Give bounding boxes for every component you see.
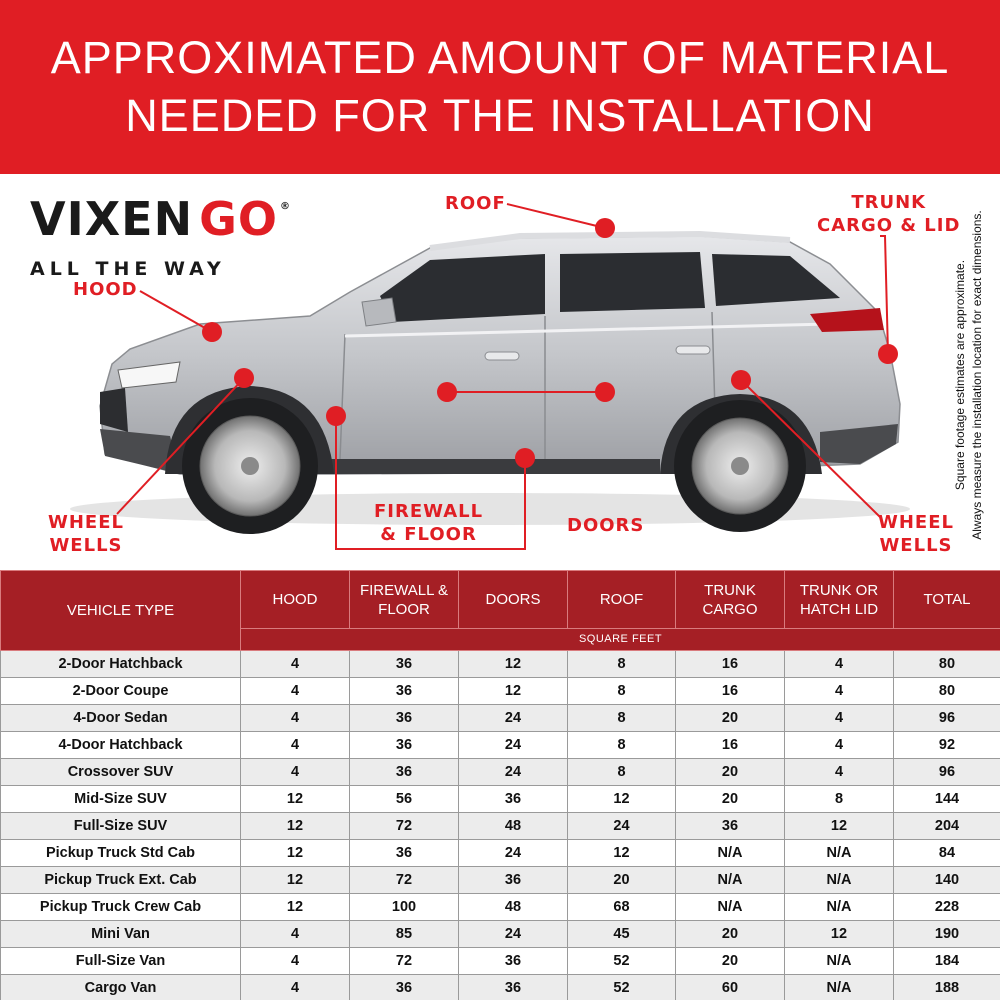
cell-roof: 12 bbox=[568, 840, 676, 867]
cell-vehicle-type: 4-Door Sedan bbox=[1, 705, 241, 732]
cell-vehicle-type: Mini Van bbox=[1, 921, 241, 948]
callout-trunk-line-1: TRUNK bbox=[851, 192, 927, 213]
disclaimer-line-1: Square footage estimates are approximate. bbox=[953, 259, 967, 491]
cell-roof: 52 bbox=[568, 948, 676, 975]
cell-total: 188 bbox=[894, 975, 1000, 1000]
logo-word: VIXEN bbox=[30, 192, 194, 246]
disclaimer-note bbox=[952, 186, 992, 564]
doors-dot-front bbox=[437, 382, 457, 402]
header-hood: HOOD bbox=[241, 571, 350, 629]
cell-trunk-hatch-lid: 4 bbox=[785, 732, 894, 759]
cell-roof: 45 bbox=[568, 921, 676, 948]
vixen-go-logo bbox=[30, 192, 291, 280]
table-header-row bbox=[1, 571, 1000, 629]
cell-doors: 24 bbox=[459, 705, 568, 732]
cell-vehicle-type: Full-Size Van bbox=[1, 948, 241, 975]
cell-roof: 20 bbox=[568, 867, 676, 894]
cell-roof: 8 bbox=[568, 759, 676, 786]
cell-firewall-floor: 36 bbox=[350, 705, 459, 732]
cell-hood: 12 bbox=[241, 813, 350, 840]
cell-trunk-hatch-lid: 4 bbox=[785, 651, 894, 678]
side-mirror bbox=[362, 298, 396, 326]
header-vehicle-type: VEHICLE TYPE bbox=[1, 571, 241, 651]
cell-hood: 4 bbox=[241, 732, 350, 759]
cell-trunk-hatch-lid: N/A bbox=[785, 840, 894, 867]
doors-dot-rear bbox=[595, 382, 615, 402]
callout-wheel-wells-right bbox=[878, 511, 954, 557]
cell-hood: 12 bbox=[241, 894, 350, 921]
cell-hood: 12 bbox=[241, 786, 350, 813]
disclaimer-line-2: Always measure the installation location for exact dimensions. bbox=[970, 210, 984, 540]
title-line-2: NEEDED FOR THE INSTALLATION bbox=[125, 90, 875, 141]
cell-firewall-floor: 36 bbox=[350, 759, 459, 786]
header-total: TOTAL bbox=[894, 571, 1000, 629]
callout-roof: ROOF bbox=[445, 193, 506, 214]
cell-total: 80 bbox=[894, 678, 1000, 705]
table-row bbox=[1, 732, 1000, 759]
cell-trunk-cargo: 20 bbox=[676, 705, 785, 732]
cell-trunk-hatch-lid: N/A bbox=[785, 894, 894, 921]
cell-hood: 4 bbox=[241, 759, 350, 786]
cell-doors: 12 bbox=[459, 651, 568, 678]
logo-tagline: ALL THE WAY bbox=[30, 258, 226, 280]
cell-hood: 12 bbox=[241, 840, 350, 867]
cell-total: 96 bbox=[894, 705, 1000, 732]
cell-firewall-floor: 72 bbox=[350, 813, 459, 840]
cell-total: 144 bbox=[894, 786, 1000, 813]
cell-hood: 4 bbox=[241, 975, 350, 1000]
cell-doors: 24 bbox=[459, 732, 568, 759]
cell-trunk-hatch-lid: 8 bbox=[785, 786, 894, 813]
cell-total: 84 bbox=[894, 840, 1000, 867]
header-trunk-cargo: TRUNK CARGO bbox=[676, 571, 785, 629]
cell-vehicle-type: Pickup Truck Crew Cab bbox=[1, 894, 241, 921]
cell-hood: 4 bbox=[241, 705, 350, 732]
table-row bbox=[1, 813, 1000, 840]
cell-firewall-floor: 36 bbox=[350, 840, 459, 867]
cell-doors: 36 bbox=[459, 948, 568, 975]
cell-doors: 24 bbox=[459, 759, 568, 786]
cell-doors: 48 bbox=[459, 894, 568, 921]
table-row bbox=[1, 678, 1000, 705]
table-row bbox=[1, 894, 1000, 921]
cell-trunk-cargo: N/A bbox=[676, 840, 785, 867]
cell-doors: 36 bbox=[459, 867, 568, 894]
cell-hood: 4 bbox=[241, 921, 350, 948]
cell-trunk-hatch-lid: N/A bbox=[785, 975, 894, 1000]
header-roof: ROOF bbox=[568, 571, 676, 629]
cell-trunk-cargo: 16 bbox=[676, 732, 785, 759]
callout-firewall-line-1: FIREWALL bbox=[374, 501, 484, 522]
cell-hood: 4 bbox=[241, 651, 350, 678]
cell-firewall-floor: 72 bbox=[350, 867, 459, 894]
cell-hood: 12 bbox=[241, 867, 350, 894]
cell-doors: 12 bbox=[459, 678, 568, 705]
rear-handle bbox=[676, 346, 710, 354]
cell-total: 140 bbox=[894, 867, 1000, 894]
header-firewall-floor: FIREWALL & FLOOR bbox=[350, 571, 459, 629]
cell-trunk-cargo: N/A bbox=[676, 867, 785, 894]
hood-dot bbox=[202, 322, 222, 342]
cell-firewall-floor: 36 bbox=[350, 732, 459, 759]
roof-leader bbox=[507, 204, 605, 228]
rear-hub bbox=[731, 457, 749, 475]
cell-vehicle-type: Crossover SUV bbox=[1, 759, 241, 786]
wheel-right-dot bbox=[731, 370, 751, 390]
hood-leader bbox=[140, 291, 212, 332]
callout-firewall-line-2: & FLOOR bbox=[380, 524, 477, 545]
cell-doors: 36 bbox=[459, 786, 568, 813]
callout-firewall-floor bbox=[374, 500, 483, 546]
cell-doors: 48 bbox=[459, 813, 568, 840]
table-row bbox=[1, 705, 1000, 732]
cell-trunk-cargo: 20 bbox=[676, 786, 785, 813]
cell-vehicle-type: Full-Size SUV bbox=[1, 813, 241, 840]
logo-go: GO bbox=[199, 192, 278, 246]
front-hub bbox=[241, 457, 259, 475]
cell-trunk-cargo: 20 bbox=[676, 759, 785, 786]
cell-vehicle-type: Cargo Van bbox=[1, 975, 241, 1000]
callout-wheel-wells-left bbox=[48, 511, 124, 557]
cell-trunk-hatch-lid: 12 bbox=[785, 813, 894, 840]
cell-total: 184 bbox=[894, 948, 1000, 975]
cell-roof: 8 bbox=[568, 678, 676, 705]
cell-roof: 68 bbox=[568, 894, 676, 921]
rear-window bbox=[560, 252, 705, 312]
header-doors: DOORS bbox=[459, 571, 568, 629]
table-row bbox=[1, 786, 1000, 813]
cell-trunk-hatch-lid: 12 bbox=[785, 921, 894, 948]
cell-trunk-hatch-lid: N/A bbox=[785, 948, 894, 975]
cell-trunk-cargo: N/A bbox=[676, 894, 785, 921]
logo-registered: ® bbox=[279, 201, 291, 212]
cell-total: 80 bbox=[894, 651, 1000, 678]
cell-firewall-floor: 36 bbox=[350, 678, 459, 705]
table-body bbox=[1, 651, 1000, 1000]
cell-doors: 36 bbox=[459, 975, 568, 1000]
callout-wheel-left-line-2: WELLS bbox=[49, 535, 123, 556]
cell-total: 92 bbox=[894, 732, 1000, 759]
cell-doors: 24 bbox=[459, 921, 568, 948]
callout-wheel-left-line-1: WHEEL bbox=[48, 512, 124, 533]
roof-dot bbox=[595, 218, 615, 238]
table-row bbox=[1, 948, 1000, 975]
header-trunk-hatch-lid: TRUNK OR HATCH LID bbox=[785, 571, 894, 629]
lower-cladding bbox=[330, 459, 660, 474]
material-table bbox=[0, 570, 1000, 1000]
cell-trunk-cargo: 36 bbox=[676, 813, 785, 840]
cell-roof: 12 bbox=[568, 786, 676, 813]
cell-vehicle-type: 2-Door Coupe bbox=[1, 678, 241, 705]
table-row bbox=[1, 975, 1000, 1000]
cell-roof: 8 bbox=[568, 651, 676, 678]
cell-firewall-floor: 36 bbox=[350, 975, 459, 1000]
cell-vehicle-type: 4-Door Hatchback bbox=[1, 732, 241, 759]
page-header bbox=[0, 0, 1000, 174]
cell-trunk-cargo: 16 bbox=[676, 651, 785, 678]
cell-vehicle-type: Mid-Size SUV bbox=[1, 786, 241, 813]
cell-trunk-hatch-lid: N/A bbox=[785, 867, 894, 894]
cell-trunk-cargo: 16 bbox=[676, 678, 785, 705]
cell-trunk-hatch-lid: 4 bbox=[785, 759, 894, 786]
cell-total: 96 bbox=[894, 759, 1000, 786]
cell-vehicle-type: Pickup Truck Std Cab bbox=[1, 840, 241, 867]
vehicle-illustration bbox=[0, 174, 1000, 570]
cell-trunk-cargo: 60 bbox=[676, 975, 785, 1000]
cell-trunk-cargo: 20 bbox=[676, 948, 785, 975]
callout-hood: HOOD bbox=[73, 279, 138, 300]
wheel-left-dot bbox=[234, 368, 254, 388]
front-handle bbox=[485, 352, 519, 360]
cell-roof: 8 bbox=[568, 705, 676, 732]
firewall-dot bbox=[326, 406, 346, 426]
callout-trunk-line-2: CARGO & LID bbox=[817, 215, 961, 236]
cell-total: 204 bbox=[894, 813, 1000, 840]
cell-trunk-hatch-lid: 4 bbox=[785, 705, 894, 732]
cell-total: 228 bbox=[894, 894, 1000, 921]
table-row bbox=[1, 840, 1000, 867]
callout-wheel-right-line-2: WELLS bbox=[879, 535, 953, 556]
trunk-dot bbox=[878, 344, 898, 364]
cell-trunk-hatch-lid: 4 bbox=[785, 678, 894, 705]
table-row bbox=[1, 759, 1000, 786]
cell-roof: 8 bbox=[568, 732, 676, 759]
material-table-wrap bbox=[0, 570, 1000, 1000]
floor-dot bbox=[515, 448, 535, 468]
callout-doors: DOORS bbox=[567, 515, 645, 536]
cell-firewall-floor: 56 bbox=[350, 786, 459, 813]
table-row bbox=[1, 651, 1000, 678]
title-line-1: APPROXIMATED AMOUNT OF MATERIAL bbox=[50, 32, 950, 83]
cell-firewall-floor: 85 bbox=[350, 921, 459, 948]
callout-trunk bbox=[817, 191, 960, 237]
cell-roof: 24 bbox=[568, 813, 676, 840]
cell-firewall-floor: 100 bbox=[350, 894, 459, 921]
cell-trunk-cargo: 20 bbox=[676, 921, 785, 948]
cell-hood: 4 bbox=[241, 678, 350, 705]
callout-wheel-right-line-1: WHEEL bbox=[878, 512, 954, 533]
cell-vehicle-type: 2-Door Hatchback bbox=[1, 651, 241, 678]
cell-firewall-floor: 72 bbox=[350, 948, 459, 975]
cell-total: 190 bbox=[894, 921, 1000, 948]
table-row bbox=[1, 921, 1000, 948]
cell-hood: 4 bbox=[241, 948, 350, 975]
cell-roof: 52 bbox=[568, 975, 676, 1000]
cell-doors: 24 bbox=[459, 840, 568, 867]
cell-vehicle-type: Pickup Truck Ext. Cab bbox=[1, 867, 241, 894]
table-row bbox=[1, 867, 1000, 894]
cell-firewall-floor: 36 bbox=[350, 651, 459, 678]
header-square-feet: SQUARE FEET bbox=[241, 629, 1000, 651]
